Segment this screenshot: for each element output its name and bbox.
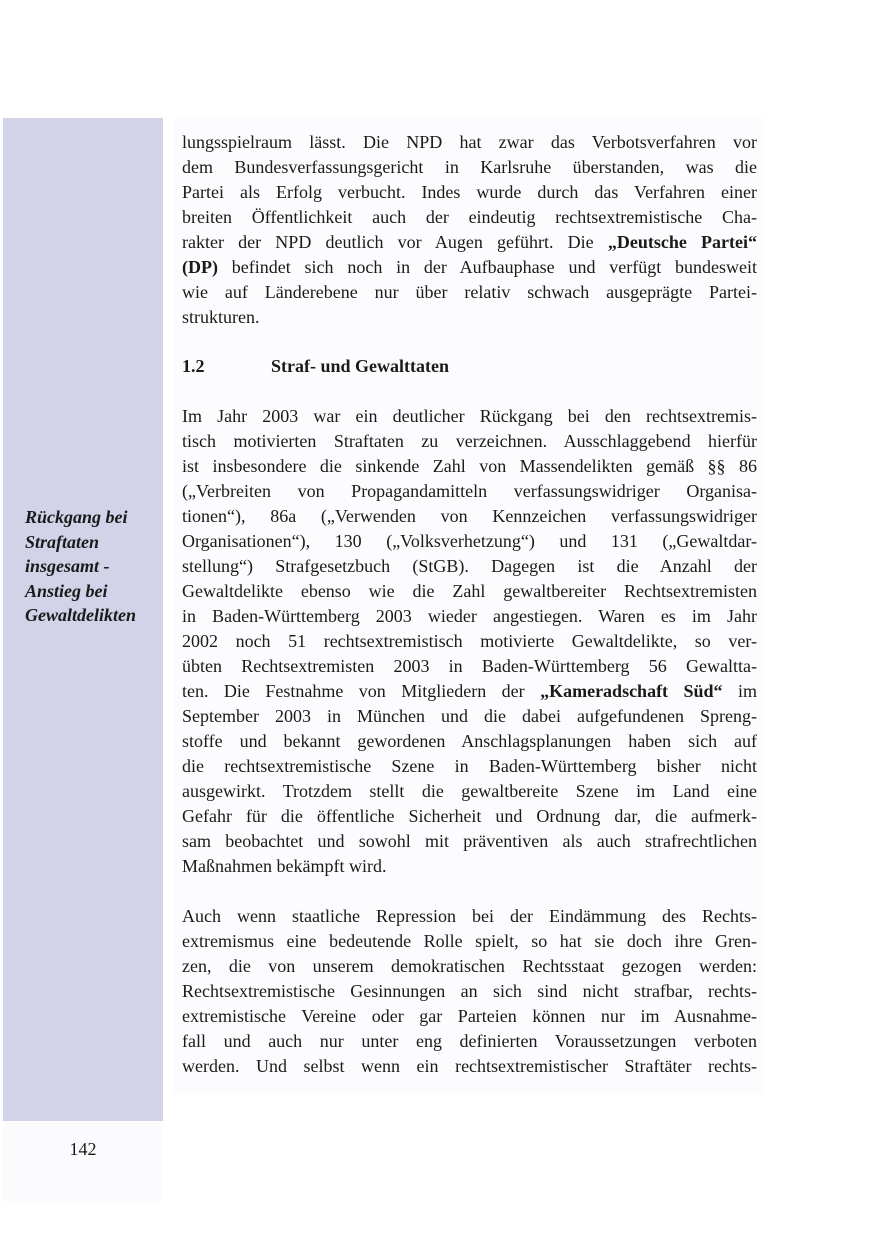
text-line: Im Jahr 2003 war ein deutlicher Rückgang bei den rechtsextremis- bbox=[182, 406, 757, 426]
section-title: Straf- und Gewalttaten bbox=[271, 356, 449, 376]
text-line: werden. Und selbst wenn ein rechtsextremistischer Straftäter rechts- bbox=[182, 1056, 757, 1076]
text-line: Gefahr für die öffentliche Sicherheit und Ordnung dar, die aufmerk- bbox=[182, 806, 757, 826]
text-line: extremistische Vereine oder gar Parteien können nur im Ausnahme- bbox=[182, 1006, 757, 1026]
margin-note-line: Gewaltdelikten bbox=[25, 605, 136, 625]
margin-note-line: insgesamt - bbox=[25, 556, 110, 576]
text-line: zen, die von unserem demokratischen Rechtsstaat gezogen werden: bbox=[182, 956, 757, 976]
text-line bbox=[182, 679, 757, 704]
text-line: breiten Öffentlichkeit auch der eindeutig rechtsextremistische Cha- bbox=[182, 207, 757, 227]
text-line: Partei als Erfolg verbucht. Indes wurde durch das Verfahren einer bbox=[182, 182, 757, 202]
text-line: tionen“), 86a („Verwenden von Kennzeichen verfassungswidriger bbox=[182, 506, 757, 526]
text-line: strukturen. bbox=[182, 307, 260, 327]
text-line: stellung“) Strafgesetzbuch (StGB). Dagegen ist die Anzahl der bbox=[182, 556, 757, 576]
section-heading bbox=[182, 354, 449, 379]
text-line: tisch motivierten Straftaten zu verzeichnen. Ausschlaggebend hierfür bbox=[182, 431, 757, 451]
text-line bbox=[182, 230, 757, 255]
text-line: Organisationen“), 130 („Volksverhetzung“) und 131 („Gewaltdar- bbox=[182, 531, 757, 551]
text-line: ausgewirkt. Trotzdem stellt die gewaltbereite Szene im Land eine bbox=[182, 781, 757, 801]
party-name-dp: „Deutsche Partei“ bbox=[607, 232, 757, 252]
text-run: rakter der NPD deutlich vor Augen geführt. Die bbox=[182, 232, 608, 252]
text-line: dem Bundesverfassungsgericht in Karlsruhe überstanden, was die bbox=[182, 157, 757, 177]
text-run: befindet sich noch in der Aufbauphase und verfügt bundesweit bbox=[217, 257, 757, 277]
text-line: lungsspielraum lässt. Die NPD hat zwar das Verbotsverfahren vor bbox=[182, 132, 757, 152]
text-line: in Baden-Württemberg 2003 wieder angestiegen. Waren es im Jahr bbox=[182, 606, 757, 626]
margin-note-line: Rückgang bei bbox=[25, 507, 128, 527]
text-line: Auch wenn staatliche Repression bei der Eindämmung des Rechts- bbox=[182, 906, 757, 926]
group-name-kameradschaft: „Kameradschaft Süd“ bbox=[540, 681, 723, 701]
margin-note-line: Straftaten bbox=[25, 531, 100, 552]
margin-note-line: Anstieg bei bbox=[25, 580, 108, 601]
text-run: im bbox=[722, 681, 757, 701]
text-line: übten Rechtsextremisten 2003 in Baden-Württemberg 56 Gewaltta- bbox=[182, 656, 757, 676]
text-line: („Verbreiten von Propagandamitteln verfassungswidriger Organisa- bbox=[182, 481, 757, 501]
text-line: Gewaltdelikte ebenso wie die Zahl gewaltbereiter Rechtsextremisten bbox=[182, 581, 757, 601]
text-line: ist insbesondere die sinkende Zahl von Massendelikten gemäß §§ 86 bbox=[182, 456, 757, 476]
margin-note bbox=[25, 505, 165, 628]
paragraph-3 bbox=[182, 904, 757, 1079]
text-line bbox=[182, 255, 757, 280]
party-abbrev-dp: (DP) bbox=[182, 257, 218, 277]
text-line: Maßnahmen bekämpft wird. bbox=[182, 856, 387, 876]
text-line: extremismus eine bedeutende Rolle spielt, so hat sie doch ihre Gren- bbox=[182, 931, 757, 951]
text-line: die rechtsextremistische Szene in Baden-Württemberg bisher nicht bbox=[182, 756, 757, 776]
text-line: Rechtsextremistische Gesinnungen an sich sind nicht strafbar, rechts- bbox=[182, 981, 757, 1001]
paragraph-1 bbox=[182, 130, 757, 330]
text-line: stoffe und bekannt gewordenen Anschlagsplanungen haben sich auf bbox=[182, 731, 757, 751]
text-line: fall und auch nur unter eng definierten Voraussetzungen verboten bbox=[182, 1031, 757, 1051]
text-line: 2002 noch 51 rechtsextremistisch motivierte Gewaltdelikte, so ver- bbox=[182, 631, 757, 651]
page-number: 142 bbox=[69, 1139, 97, 1159]
paragraph-2 bbox=[182, 404, 757, 879]
section-number: 1.2 bbox=[182, 356, 205, 376]
text-run: ten. Die Festnahme von Mitgliedern der bbox=[182, 681, 541, 701]
text-line: September 2003 in München und die dabei aufgefundenen Spreng- bbox=[182, 706, 757, 726]
text-line: wie auf Länderebene nur über relativ schwach ausgeprägte Partei- bbox=[182, 282, 757, 302]
text-line: sam beobachtet und sowohl mit präventiven als auch strafrechtlichen bbox=[182, 831, 757, 851]
page-number-area bbox=[3, 1123, 163, 1201]
